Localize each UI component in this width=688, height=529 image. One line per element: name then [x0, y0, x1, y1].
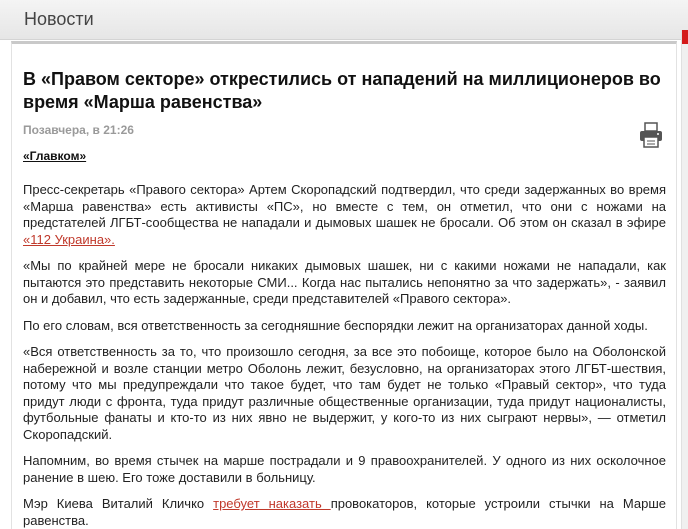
article-title: В «Правом секторе» открестились от нападений на миллиционеров во время «Марша равенства» [23, 69, 661, 112]
print-icon[interactable] [639, 122, 663, 148]
source-tv-link[interactable]: «112 Украина». [23, 231, 115, 247]
paragraph-text: Мэр Киева Виталий Кличко [23, 496, 214, 511]
accent-marker [682, 30, 688, 44]
paragraph-2: «Мы по крайней мере не бросали никаких дымовых шашек, ни с какими ножами не нападали, как пытаются это представить некоторые СМИ... Когда нас пытались непонятно за что задержать», - заявил он и добавил, что есть задержанные, среди представителей «Правого сектора». [23, 258, 666, 306]
paragraph-1 [23, 182, 666, 248]
paragraph-text: провокаторов, которые устроили стычки на Марше равенства. [23, 496, 666, 528]
related-article-link[interactable]: требует наказать [213, 496, 331, 511]
article-date: Позавчера, в 21:26 [23, 123, 134, 137]
paragraph-4: «Вся ответственность за то, что произошло сегодня, за все это побоище, которое было на Оболонской набережной и возле станции метро Оболонь лежит, безусловно, на организаторах этого ЛГБТ-шествия, потому что мы предупреждали что такое будет, что там будет не только «Правый сектор», что туда придут люди с фронта, туда придут различные общественные организации, туда придут националисты, футбольные фанаты и кто-то из них явно не выдержит, у кого-то из них сыграют нервы», — отметил Скоропадский. [23, 344, 666, 442]
paragraph-5: Напомним, во время стычек на марше пострадали и 9 правоохранителей. У одного из них осколочное ранение в шею. Его тоже доставили в больницу. [23, 453, 666, 485]
paragraph-6 [23, 496, 666, 529]
right-sidebar-strip [681, 30, 688, 529]
section-title[interactable]: Новости [24, 9, 94, 29]
page-header [0, 0, 688, 40]
article-body [23, 182, 666, 529]
paragraph-3: По его словам, вся ответственность за сегодняшние беспорядки лежит на организаторах данной ходы. [23, 317, 648, 333]
source-link[interactable]: «Главком» [23, 149, 87, 163]
paragraph-text: Пресс-секретарь «Правого сектора» Артем Скоропадский подтвердил, что среди задержанных во время «Марша равенства» есть активисты «ПС», но вместе с тем, он отметил, что они с ножами на предстателей ЛГБТ-сообщества не нападали и дымовых шашек не бросали. Об этом он сказал в эфире [23, 182, 666, 230]
